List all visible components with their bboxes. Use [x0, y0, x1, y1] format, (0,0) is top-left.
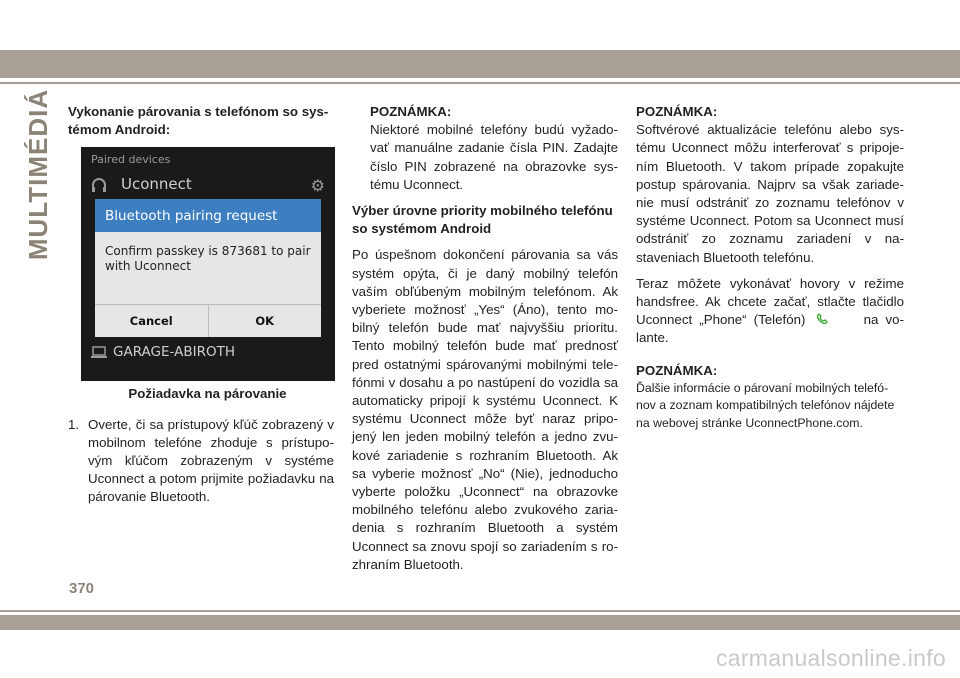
- dialog-buttons: [95, 304, 321, 337]
- ok-button[interactable]: OK: [208, 305, 322, 337]
- bottom-rule: [0, 610, 960, 612]
- laptop-icon: [91, 345, 107, 359]
- headphones-icon: [91, 177, 107, 193]
- gear-icon: ⚙: [310, 176, 325, 196]
- pairing-heading: Vykonanie párovania s telefónom so sys-témom Android:: [68, 104, 329, 138]
- column-1: [68, 103, 334, 507]
- section-tab-label: MULTIMÉDIÁ: [23, 88, 54, 260]
- dialog-title: Bluetooth pairing request: [95, 199, 321, 232]
- top-band: [0, 50, 960, 78]
- column-2: [352, 103, 618, 574]
- phone-icon: [813, 312, 857, 326]
- pairing-screenshot: [81, 147, 335, 381]
- paired-devices-label: Paired devices: [91, 153, 171, 167]
- priority-heading: Výber úrovne priority mobilného telefónu so systémom Android: [352, 203, 613, 237]
- handsfree-text-end: na vo-lante.: [636, 312, 904, 346]
- note-text: Niektoré mobilné telefóny budú vyžado-vať manuálne zadanie čísla PIN. Zadajte číslo PIN zobrazené na obrazovke sys-tému Uconnect.: [370, 122, 618, 192]
- note-text: Softvérové aktualizácie telefónu alebo sys-tému Uconnect môžu interferovať s pripoje-ním Bluetooth. V takom prípade zopakujte postup spárovania. Najprv sa však zariade-nie musí odstrániť zo zoznamu telefónov v systéme Uconnect. Potom sa Uconnect musí odstrániť zo zoznamu zariadení v na-staveniach Bluetooth telefónu.: [636, 122, 904, 265]
- top-rule: [0, 82, 960, 84]
- footer-watermark: carmanualsonline.info: [715, 645, 946, 671]
- note-title: POZNÁMKA:: [636, 362, 718, 378]
- uconnect-device-label: Uconnect: [121, 175, 192, 194]
- page-number: 370: [69, 580, 95, 597]
- column-3: [636, 103, 904, 432]
- dialog-message: Confirm passkey is 873681 to pair with Uconnect: [105, 244, 311, 274]
- note-title: POZNÁMKA:: [370, 104, 452, 119]
- handsfree-text: Teraz môžete vykonávať hovory v režime handsfree. Ak chcete začať, stlačte tlačidlo Uconnect „Phone“ (Telefón): [636, 275, 904, 328]
- handsfree-paragraph: [636, 275, 904, 348]
- priority-body: Po úspešnom dokončení párovania sa vás systém opýta, či je daný mobilný telefón vaším obľúbeným mobilným telefónom. Ak vyberiete možnosť „Yes“ (Áno), tento mo-bilný telefón bude mať najvyššiu prioritu. Tento mobilný telefón bude mať prednosť pred ostatnými spárovanými mobilnými tele-fónmi v dosahu a po nastúpení do vozidla sa automaticky pripojí k systému Uconnect. K systému Uconnect môže byť naraz pripo-jený len jeden mobilný telefón a jedno zvu-kové zariadenie s rozhraním Bluetooth. Ak sa vyberie možnosť „No“ (Nie), jednoducho vyberte položku „Uconnect“ na obrazovke mobilného telefónu alebo zvukového zaria-denia s rozhraním Bluetooth a systém Uconnect sa znovu spojí so zariadením s ro-zhraním Bluetooth.: [352, 247, 618, 572]
- figure-caption: Požiadavka na párovanie: [128, 386, 287, 402]
- step-text: Overte, či sa prístupový kľúč zobrazený v mobilnom telefóne zhoduje s prístupo-vým kľúčom zobrazeným v systéme Uconnect a potom prijmite požiadavku na párovanie Bluetooth.: [88, 416, 334, 505]
- cancel-button[interactable]: Cancel: [129, 314, 173, 329]
- note-title: POZNÁMKA:: [636, 104, 718, 119]
- step-number: 1.: [68, 416, 80, 432]
- step-item: [68, 416, 334, 507]
- section-tab: [22, 88, 56, 260]
- bottom-band: [0, 615, 960, 630]
- note-text: Ďalšie informácie o párovaní mobilných telefó-nov a zoznam kompatibilných telefónov nájdete na webovej stránke UconnectPhone.com.: [636, 380, 895, 430]
- garage-device-label: GARAGE-ABIROTH: [113, 344, 235, 361]
- pairing-dialog: [95, 199, 321, 337]
